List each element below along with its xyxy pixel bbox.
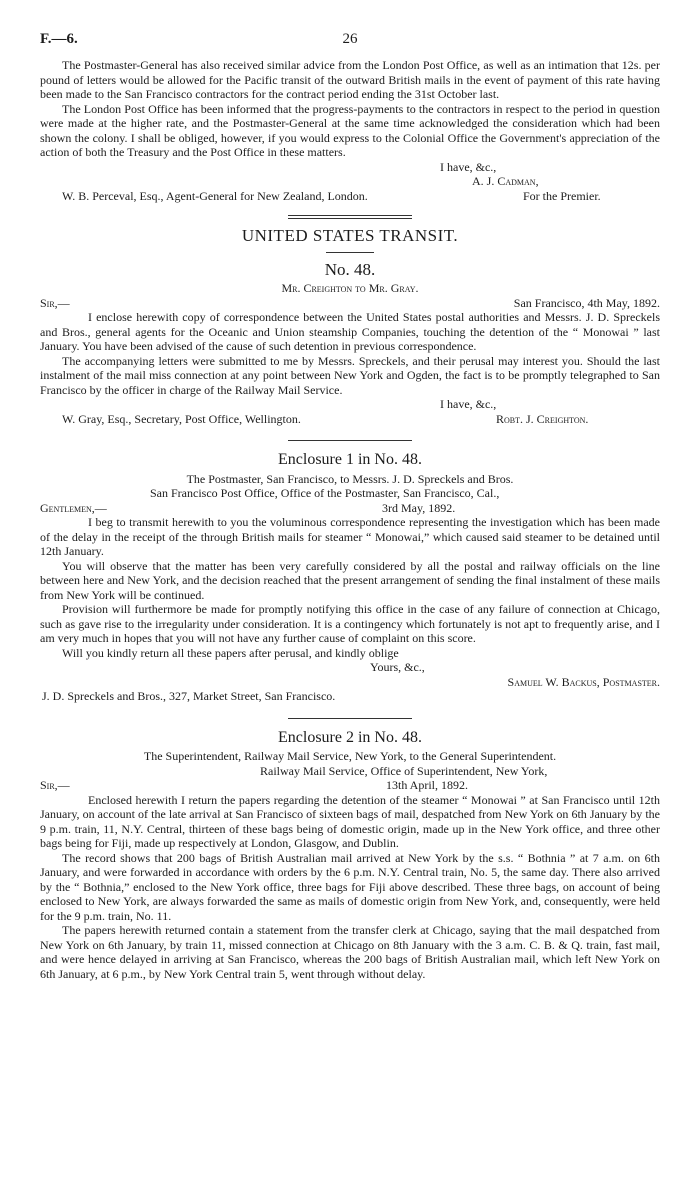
page-reference: F.—6. <box>40 31 78 47</box>
enclosure1-closing-row <box>40 660 660 675</box>
enclosure1-salutation-row <box>40 501 660 516</box>
enclosure2-divider <box>288 718 412 719</box>
enclosure1-date: 3rd May, 1892. <box>382 500 456 515</box>
enclosure2-office: Railway Mail Service, Office of Superintendent, New York, <box>260 763 548 778</box>
enclosure1-paragraph-4: Will you kindly return all these papers after perusal, and kindly oblige <box>62 645 399 660</box>
letter-from-to: Mr. Creighton to Mr. Gray. <box>281 281 419 295</box>
letter-address-row <box>40 412 660 427</box>
section-divider <box>288 215 412 219</box>
enclosure1-salutation: Gentlemen,— <box>40 500 107 515</box>
intro-signer: A. J. Cadman, <box>472 174 539 188</box>
letter-place-date: San Francisco, 4th May, 1892. <box>513 295 660 310</box>
enclosure2-paragraph-1: Enclosed herewith I return the papers regarding the detention of the steamer “ Monowai ” at San Francisco until 12th January, on account of the late arrival at San Francisco of sixteen bags of mail, despatched from New York on 6th January by the 9 p.m. train, 11, N.Y. Central, thirteen of these bags being of domestic origin, made up in the New York office, and three other bags being for Fiji, made up respectively at London, Glasgow, and Dublin. <box>40 792 660 850</box>
enclosure2-paragraph-3: The papers herewith returned contain a statement from the transfer clerk at Chicago, saying that the mail despatched from New York on 6th January, by train 11, missed connection at Chicago on 8th January with the 3 a.m. C. B. & Q. train, fast mail, and were hence delayed in arriving at San Francisco, whereas the 200 bags of British Australian mail, which left New York on 6th January, at 6 p.m., by New York Central train 5, went through without delay. <box>40 923 660 981</box>
enclosure1-address-row <box>40 689 660 704</box>
enclosure2-salutation-row <box>40 778 660 793</box>
title-underline <box>326 252 374 253</box>
enclosure1-title: Enclosure 1 in No. 48. <box>278 451 422 468</box>
enclosure1-closing: Yours, &c., <box>370 660 425 674</box>
section-title: UNITED STATES TRANSIT. <box>241 226 459 245</box>
letter-paragraph-2: The accompanying letters were submitted to me by Messrs. Spreckels, and their perusal may interest you. Should the last instalment of the mail miss connection at any point between New York and Ogden, the fact is to be promptly telegraphed to San Francisco by the officer in charge of the Railway Mail Service. <box>40 353 660 397</box>
enclosure1-office: San Francisco Post Office, Office of the Postmaster, San Francisco, Cal., <box>150 486 500 500</box>
letter-salutation-row <box>40 296 660 311</box>
letter-signer: Robt. J. Creighton. <box>496 411 589 426</box>
intro-signer-row <box>40 174 660 189</box>
enclosure1-from-to: The Postmaster, San Francisco, to Messrs. J. D. Spreckels and Bros. <box>186 471 514 486</box>
enclosure1-addressee: J. D. Spreckels and Bros., 327, Market Street, San Francisco. <box>42 689 336 703</box>
enclosure1-paragraph-2: You will observe that the matter has been very carefully considered by all the postal and railway officials on the line between here and New York, and the decision reached that the present arrangement of sending the final instalment of these mails from New York will be continued. <box>40 558 660 602</box>
page-number: 26 <box>342 31 358 47</box>
enclosure2-title: Enclosure 2 in No. 48. <box>278 728 422 746</box>
letter-addressee: W. Gray, Esq., Secretary, Post Office, Wellington. <box>62 411 301 426</box>
enclosure1-paragraph-3: Provision will furthermore be made for promptly notifying this office in the case of any failure of connection at Chicago, such as gave rise to the irregularity under consideration. It is a contingency which fortunately is not apt to frequently arise, and I am very much in hopes that you will not have any further cause of complaint on this score. <box>40 602 660 645</box>
enclosure1-signer-row <box>40 675 660 690</box>
intro-closing: I have, &c., <box>440 159 497 174</box>
letter-closing: I have, &c., <box>440 397 497 411</box>
intro-paragraph-2: The London Post Office has been informed that the progress-payments to the contractors in respect to the period in question were made at the higher rate, and the Postmaster-General at the same time acknowledged the consideration which had been shown the colony. I shall be obliged, however, if you would express to the Colonial Office the Government's appreciation of the action of both the Treasury and the Post Office in these matters. <box>40 101 660 159</box>
enclosure2-date: 13th April, 1892. <box>386 778 469 792</box>
page-header <box>40 32 660 58</box>
intro-closing-row <box>40 160 660 175</box>
enclosure1-office-row <box>40 486 660 501</box>
enclosure2-office-row <box>40 764 660 779</box>
enclosure2-paragraph-2: The record shows that 200 bags of British Australian mail arrived at New York by the s.s. “ Bothnia ” at 7 a.m. on 6th January, and were forwarded in accordance with orders by the 6 p.m. N.Y. Central train, No. 5, the same day. There also arrived by the “ Bothnia,” enclosed to the New York office, three bags for Fiji above described. These three bags, on account of being enclosed to New York, are always forwarded the same as mails of domestic origin from New York, and, consequently, were held for the 9 p.m. train, No. 11. <box>40 850 660 923</box>
enclosure2-from-to: The Superintendent, Railway Mail Service, New York, to the General Superintendent. <box>143 749 557 763</box>
letter-paragraph-1: I enclose herewith copy of correspondence between the United States postal authorities and Messrs. J. D. Spreckels and Bros., general agents for the Oceanic and Union steamship Companies, touching the detention of the “ Monowai ” last January. You have been advised of the cause of such detention in previous correspondence. <box>40 310 660 353</box>
intro-signer-role: For the Premier. <box>523 188 601 203</box>
letter-salutation: Sir,— <box>40 295 70 310</box>
intro-address-row <box>40 189 660 204</box>
enclosure1-divider <box>288 440 412 441</box>
letter-closing-row <box>40 397 660 412</box>
intro-paragraph-1: The Postmaster-General has also received similar advice from the London Post Office, as well as an intimation that 12s. per pound of letters would be allowed for the Pacific transit of the outward British mails in the event of payment of this rate having been made to the San Francisco contractors for the contract period ending the 31st October last. <box>40 58 660 101</box>
letter-number: No. 48. <box>324 259 376 279</box>
intro-addressee: W. B. Perceval, Esq., Agent-General for New Zealand, London. <box>62 188 368 203</box>
enclosure2-salutation: Sir,— <box>40 778 70 792</box>
enclosure1-signer: Samuel W. Backus, Postmaster. <box>507 674 660 689</box>
enclosure1-paragraph-1: I beg to transmit herewith to you the voluminous correspondence representing the investigation which has been made of the delay in the receipt of the through British mails for steamer “ Monowai,” which caused said steamer to be detained until 12th January. <box>40 515 660 558</box>
